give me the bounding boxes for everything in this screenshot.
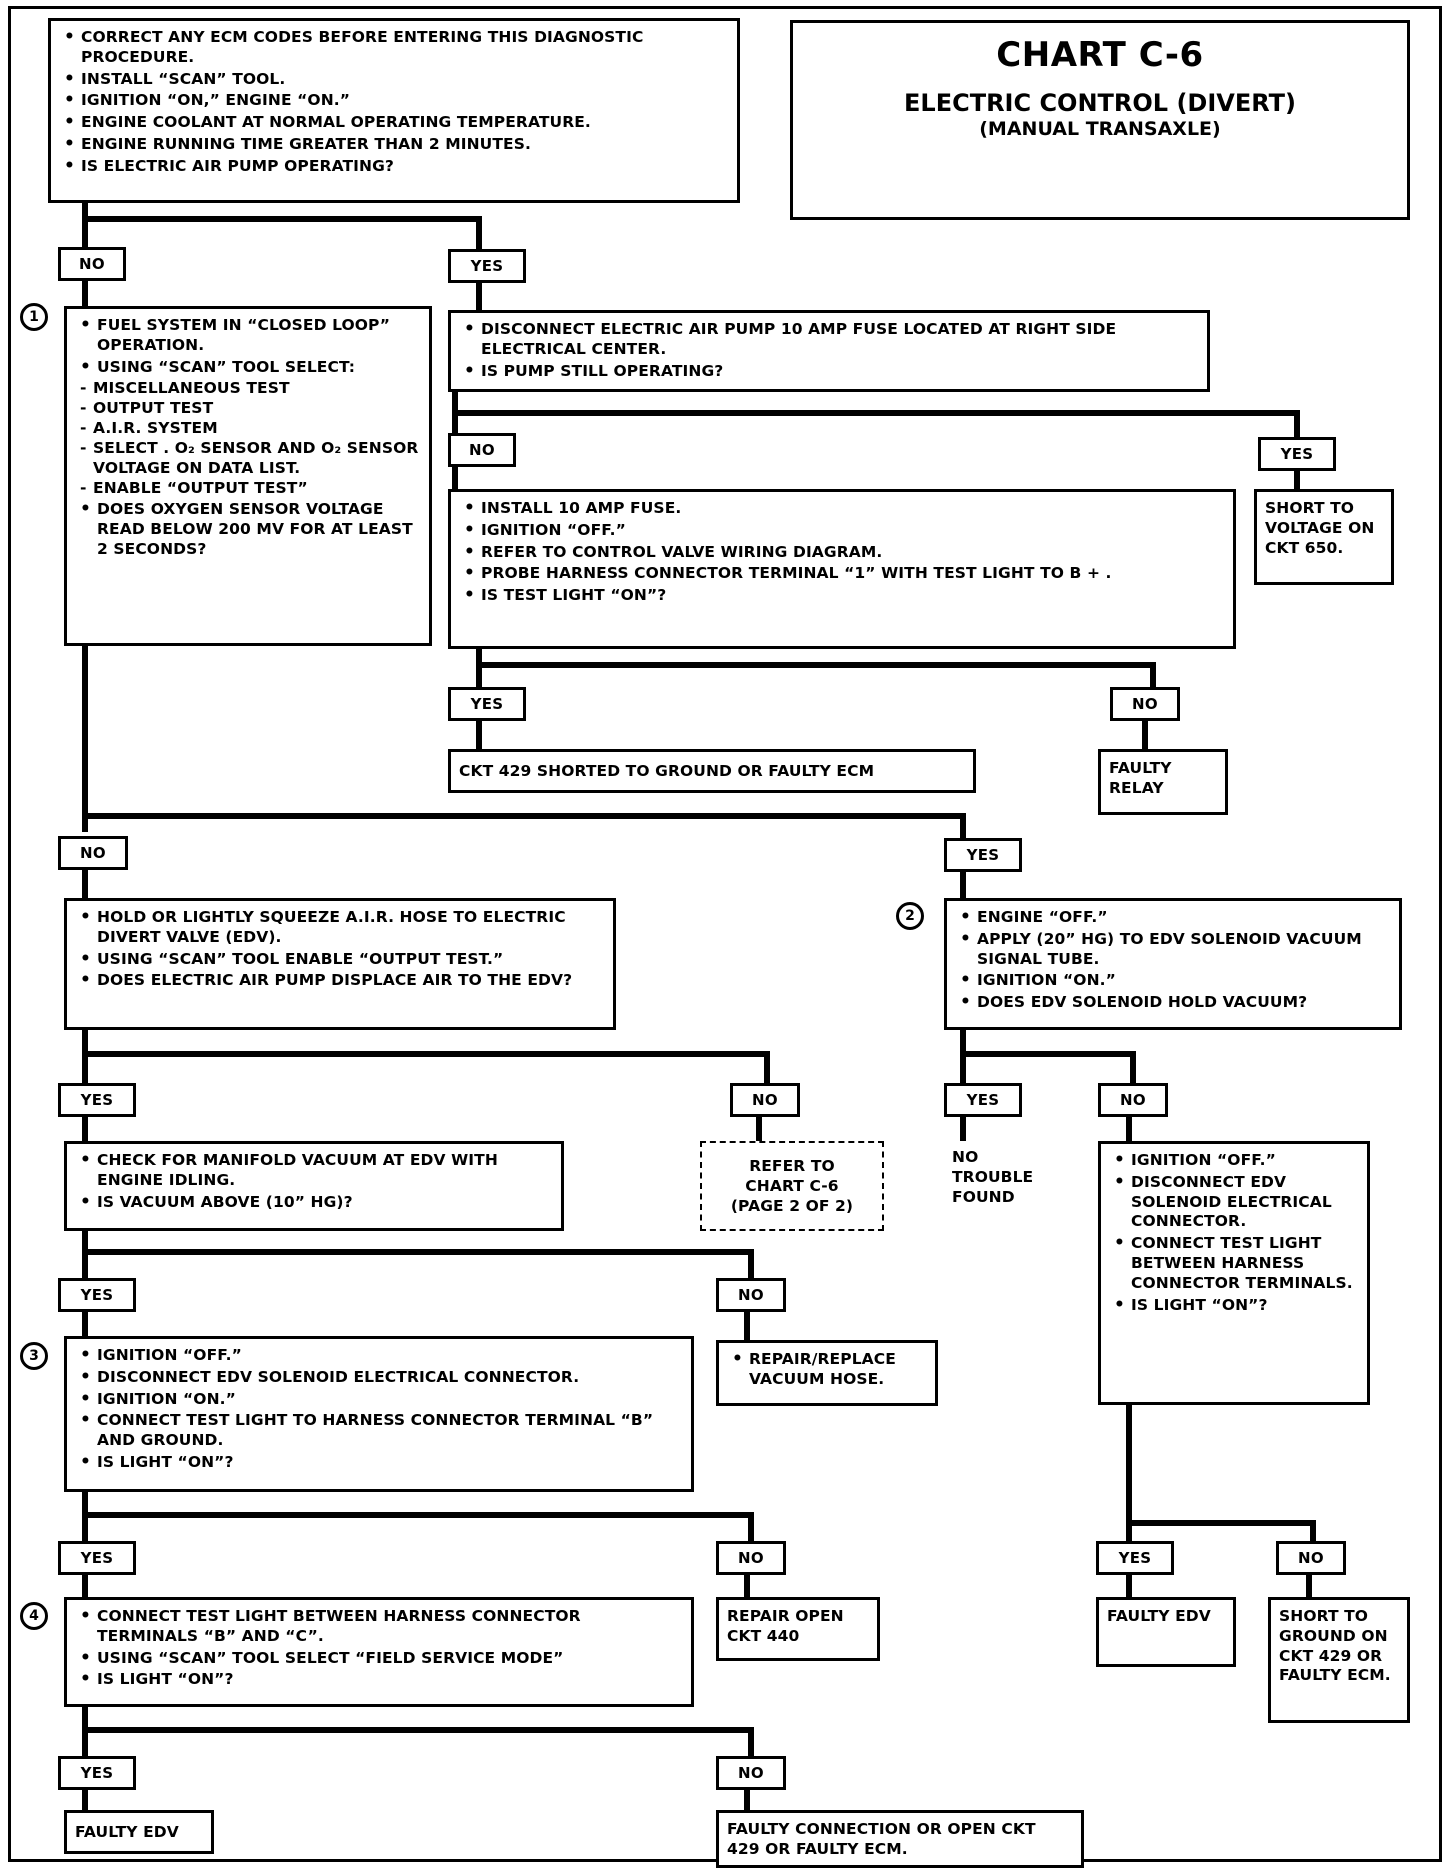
list-item: - MISCELLANEOUS TEST — [93, 379, 421, 399]
label-no: NO — [1110, 687, 1180, 721]
list-item: • CORRECT ANY ECM CODES BEFORE ENTERING THIS DIAGNOSTIC PROCEDURE. — [79, 28, 729, 68]
connector-line — [82, 1030, 88, 1086]
label-no: NO — [448, 433, 516, 467]
label-no: NO — [1098, 1083, 1168, 1117]
list-item: • IS LIGHT “ON”? — [95, 1453, 683, 1473]
connector-line — [82, 203, 88, 247]
label-no: NO — [716, 1756, 786, 1790]
box-short-to-ground-429 — [1268, 1597, 1410, 1723]
connector-line — [960, 1051, 1136, 1057]
connector-line — [960, 1117, 966, 1143]
box-text: REPAIR OPEN CKT 440 — [727, 1607, 844, 1645]
marker-3: 3 — [20, 1342, 48, 1370]
connector-line — [1126, 1575, 1132, 1599]
list-item: - OUTPUT TEST — [93, 399, 421, 419]
list-item: • ENGINE “OFF.” — [975, 908, 1391, 928]
connector-line — [748, 1727, 754, 1759]
box-text: CKT 429 SHORTED TO GROUND OR FAULTY ECM — [459, 762, 875, 780]
connector-line — [476, 721, 482, 749]
connector-line — [82, 1231, 88, 1281]
label-yes: YES — [58, 1278, 136, 1312]
connector-line — [82, 216, 482, 222]
list-item: • CHECK FOR MANIFOLD VACUUM AT EDV WITH ENGINE IDLING. — [95, 1151, 553, 1191]
connector-line — [82, 1512, 754, 1518]
label-no: NO — [716, 1541, 786, 1575]
connector-line — [1306, 1575, 1312, 1599]
list-item: • IS TEST LIGHT “ON”? — [479, 586, 1225, 606]
box-install-fuse — [448, 489, 1236, 649]
connector-line — [82, 1249, 754, 1255]
list-item: • APPLY (20” HG) TO EDV SOLENOID VACUUM SIGNAL TUBE. — [975, 930, 1391, 970]
list-item: • IS LIGHT “ON”? — [95, 1670, 683, 1690]
connector-line — [82, 1575, 88, 1599]
connector-line — [744, 1575, 750, 1599]
connector-line — [82, 813, 966, 819]
label-yes: YES — [58, 1083, 136, 1117]
box-text: FAULTY EDV — [75, 1823, 179, 1841]
connector-line — [960, 872, 966, 900]
label-yes: YES — [58, 1756, 136, 1790]
box-repair-vacuum-hose — [716, 1340, 938, 1406]
list-item: • DISCONNECT ELECTRIC AIR PUMP 10 AMP FUSE LOCATED AT RIGHT SIDE ELECTRICAL CENTER. — [479, 320, 1199, 360]
connector-line — [82, 1051, 770, 1057]
title-block — [790, 20, 1410, 220]
box-faulty-connection-open — [716, 1810, 1084, 1868]
list-item: • IGNITION “OFF.” — [479, 521, 1225, 541]
label-yes: YES — [448, 249, 526, 283]
box-faulty-edv-right — [1096, 1597, 1236, 1667]
box-faulty-relay — [1098, 749, 1228, 815]
list-item: • PROBE HARNESS CONNECTOR TERMINAL “1” WITH TEST LIGHT TO B + . — [479, 564, 1225, 584]
list-item: • DOES EDV SOLENOID HOLD VACUUM? — [975, 993, 1391, 1013]
chart-subtitle-1: ELECTRIC CONTROL (DIVERT) — [904, 89, 1296, 117]
connector-line — [476, 216, 482, 250]
list-item: • INSTALL 10 AMP FUSE. — [479, 499, 1225, 519]
box-text: FAULTY RELAY — [1109, 759, 1172, 797]
connector-line — [744, 1312, 750, 1340]
box-short-to-voltage — [1254, 489, 1394, 585]
connector-line — [748, 1512, 754, 1544]
box-hold-air-hose — [64, 898, 616, 1030]
connector-line — [1130, 1051, 1136, 1087]
connector-line — [764, 1051, 770, 1087]
list-item: - ENABLE “OUTPUT TEST” — [93, 479, 421, 499]
list-item: • CONNECT TEST LIGHT BETWEEN HARNESS CONNECTOR TERMINALS. — [1129, 1234, 1359, 1293]
list-item: • USING “SCAN” TOOL SELECT “FIELD SERVICE MODE” — [95, 1649, 683, 1669]
box-engine-off-vacuum — [944, 898, 1402, 1030]
list-item: • USING “SCAN” TOOL SELECT: — [95, 358, 421, 378]
connector-line — [1294, 471, 1300, 491]
list-item: • IS LIGHT “ON”? — [1129, 1296, 1359, 1316]
list-item: • DOES OXYGEN SENSOR VOLTAGE READ BELOW 200 MV FOR AT LEAST 2 SECONDS? — [95, 500, 421, 559]
list-item: • CONNECT TEST LIGHT TO HARNESS CONNECTOR TERMINAL “B” AND GROUND. — [95, 1411, 683, 1451]
connector-line — [82, 1117, 88, 1143]
marker-4: 4 — [20, 1602, 48, 1630]
list-item: • INSTALL “SCAN” TOOL. — [79, 70, 729, 90]
label-no: NO — [58, 247, 126, 281]
list-item: • IGNITION “ON.” — [95, 1390, 683, 1410]
box-text: NO TROUBLE FOUND — [952, 1148, 1034, 1206]
box-disconnect-fuse — [448, 310, 1210, 392]
box-check-manifold-vacuum — [64, 1141, 564, 1231]
list-item: • ENGINE COOLANT AT NORMAL OPERATING TEMPERATURE. — [79, 113, 729, 133]
connector-line — [82, 1727, 754, 1733]
connector-line — [452, 467, 458, 489]
list-item: • CONNECT TEST LIGHT BETWEEN HARNESS CONNECTOR TERMINALS “B” AND “C”. — [95, 1607, 683, 1647]
connector-line — [1126, 1520, 1316, 1526]
box-text: SHORT TO GROUND ON CKT 429 OR FAULTY ECM. — [1279, 1607, 1391, 1685]
connector-line — [82, 646, 88, 832]
box-ckt429-shorted — [448, 749, 976, 793]
list-item: • IGNITION “ON.” — [975, 971, 1391, 991]
chart-subtitle-2: (MANUAL TRANSAXLE) — [979, 118, 1221, 140]
connector-line — [1142, 721, 1148, 749]
marker-2: 2 — [896, 902, 924, 930]
connector-line — [960, 1030, 966, 1086]
list-item: • IGNITION “OFF.” — [95, 1346, 683, 1366]
box-faulty-edv-bottom — [64, 1810, 214, 1854]
chart-title: CHART C-6 — [996, 35, 1204, 75]
list-item: • IS ELECTRIC AIR PUMP OPERATING? — [79, 157, 729, 177]
label-yes: YES — [1096, 1541, 1174, 1575]
box-text: SHORT TO VOLTAGE ON CKT 650. — [1265, 499, 1375, 557]
box-no-trouble-found — [944, 1141, 1064, 1239]
list-item: • ENGINE RUNNING TIME GREATER THAN 2 MINUTES. — [79, 135, 729, 155]
list-item: • IGNITION “ON,” ENGINE “ON.” — [79, 91, 729, 111]
box-ignition-off-terminal-b — [64, 1336, 694, 1492]
box-text: FAULTY CONNECTION OR OPEN CKT 429 OR FAULTY ECM. — [727, 1820, 1036, 1858]
connector-line — [452, 410, 1300, 416]
connector-line — [1126, 1117, 1132, 1143]
label-yes: YES — [1258, 437, 1336, 471]
list-item: - SELECT . O₂ SENSOR AND O₂ SENSOR VOLTAGE ON DATA LIST. — [93, 439, 421, 479]
list-item: • IGNITION “OFF.” — [1129, 1151, 1359, 1171]
list-item: • REPAIR/REPLACE VACUUM HOSE. — [747, 1350, 927, 1390]
label-yes: YES — [448, 687, 526, 721]
list-item: • IS VACUUM ABOVE (10” HG)? — [95, 1193, 553, 1213]
box-refer-to-chart — [700, 1141, 884, 1231]
box-ignition-off-edv-terminals — [1098, 1141, 1370, 1405]
list-item: • DOES ELECTRIC AIR PUMP DISPLACE AIR TO THE EDV? — [95, 971, 605, 991]
connector-line — [82, 870, 88, 900]
refer-line-3: (PAGE 2 OF 2) — [730, 1196, 854, 1215]
connector-line — [756, 1117, 762, 1143]
list-item: • IS PUMP STILL OPERATING? — [479, 362, 1199, 382]
connector-line — [476, 283, 482, 311]
refer-line-1: REFER TO — [749, 1157, 835, 1175]
connector-line — [82, 1707, 88, 1759]
list-item: • DISCONNECT EDV SOLENOID ELECTRICAL CONNECTOR. — [1129, 1173, 1359, 1232]
label-no: NO — [58, 836, 128, 870]
label-no: NO — [716, 1278, 786, 1312]
list-item: • USING “SCAN” TOOL ENABLE “OUTPUT TEST.” — [95, 950, 605, 970]
box-start-conditions — [48, 18, 740, 203]
connector-line — [476, 662, 1156, 668]
label-no: NO — [1276, 1541, 1346, 1575]
label-yes: YES — [58, 1541, 136, 1575]
label-yes: YES — [944, 838, 1022, 872]
marker-1: 1 — [20, 303, 48, 331]
list-item: • HOLD OR LIGHTLY SQUEEZE A.I.R. HOSE TO ELECTRIC DIVERT VALVE (EDV). — [95, 908, 605, 948]
label-yes: YES — [944, 1083, 1022, 1117]
box-fuel-system — [64, 306, 432, 646]
connector-line — [82, 281, 88, 309]
box-text: FAULTY EDV — [1107, 1607, 1211, 1625]
list-item: • DISCONNECT EDV SOLENOID ELECTRICAL CONNECTOR. — [95, 1368, 683, 1388]
connector-line — [82, 1790, 88, 1812]
box-repair-open-ckt440 — [716, 1597, 880, 1661]
box-connect-terminals-b-c — [64, 1597, 694, 1707]
connector-line — [82, 1492, 88, 1544]
refer-line-2: CHART C-6 — [745, 1176, 839, 1195]
connector-line — [1294, 410, 1300, 440]
list-item: • REFER TO CONTROL VALVE WIRING DIAGRAM. — [479, 543, 1225, 563]
label-no: NO — [730, 1083, 800, 1117]
list-item: • FUEL SYSTEM IN “CLOSED LOOP” OPERATION. — [95, 316, 421, 356]
list-item: - A.I.R. SYSTEM — [93, 419, 421, 439]
connector-line — [744, 1790, 750, 1812]
